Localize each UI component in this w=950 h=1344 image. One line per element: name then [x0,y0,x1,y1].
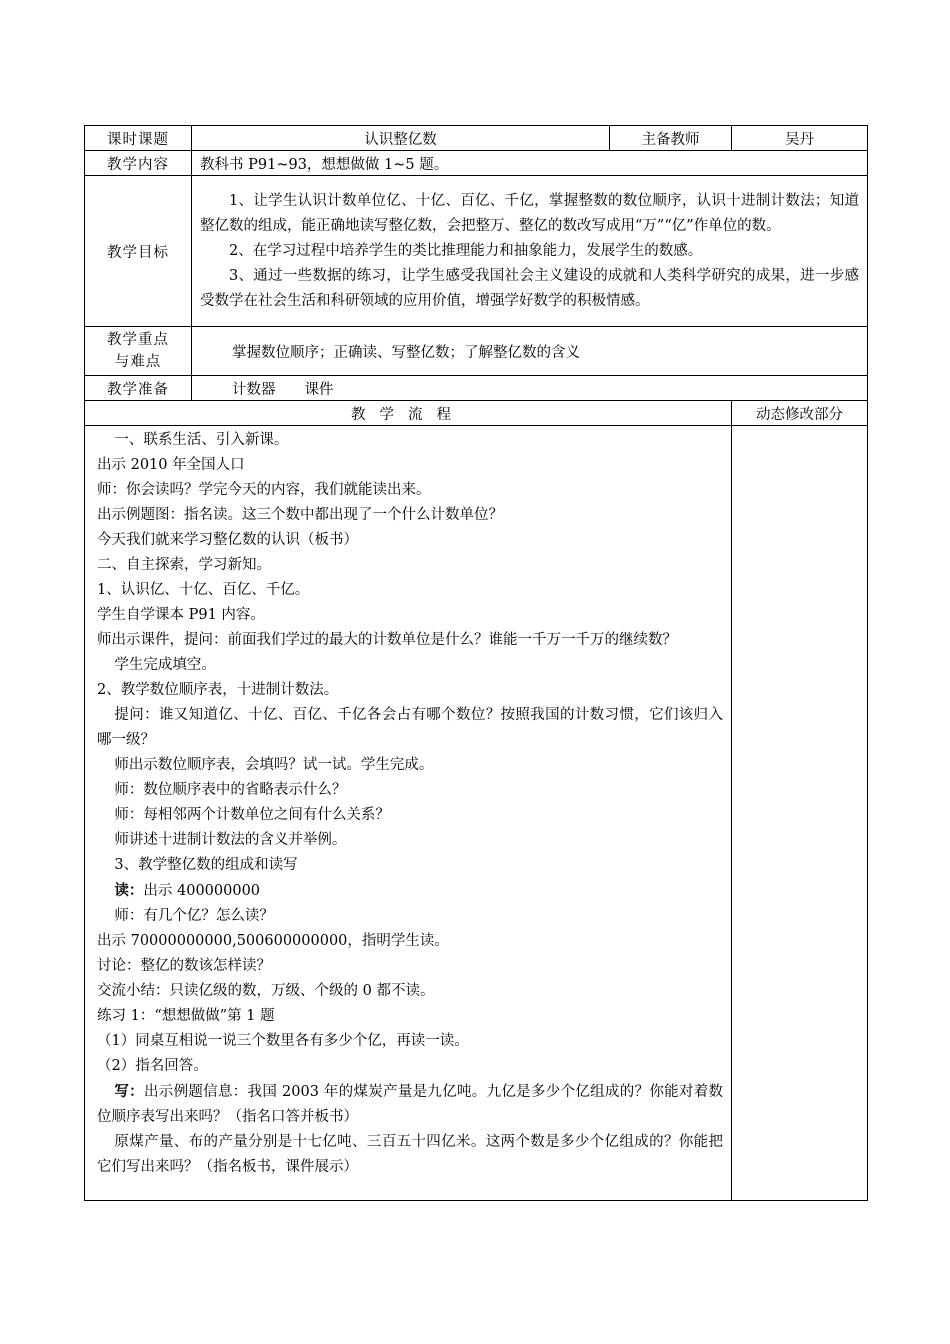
flow-line [97,453,723,478]
flow-line [97,853,723,878]
flow-line [97,503,723,528]
flow-line-text: 二、自主探索，学习新知。 [97,557,271,573]
flow-line-text: 学生自学课本 P91 内容。 [97,607,265,623]
lesson-plan-sheet [84,125,867,1201]
flow-line [97,803,723,828]
flow-side-title: 动态修改部分 [732,401,868,426]
teacher-value: 吴丹 [732,126,868,151]
flow-line [97,653,723,678]
flow-line-text: 一、联系生活、引入新课。 [114,432,289,448]
lesson-value: 认识整亿数 [192,126,610,151]
flow-line [97,578,723,603]
flow-line-text: 师出示课件，提问：前面我们学过的最大的计数单位是什么？谁能一千万一千万的继续数？ [97,632,677,648]
flow-line-text: 师：每相邻两个计数单位之间有什么关系？ [114,807,390,823]
flow-line [97,778,723,803]
flow-line [97,929,723,954]
flow-line [97,478,723,503]
flow-line [97,979,723,1004]
flow-line-text: 师出示数位顺序表，会填吗？试一试。学生完成。 [114,757,434,773]
flow-line-text: 练习 1：“想想做做”第 1 题 [97,1008,275,1024]
content-label: 教学内容 [85,151,192,176]
flow-line [97,1029,723,1054]
flow-line [97,528,723,553]
content-value: 教科书 P91~93，想想做做 1~5 题。 [192,151,868,176]
flow-line [97,954,723,979]
flow-line-text: 出示例题图：指名读。这三个数中都出现了一个什么计数单位？ [97,507,503,523]
teacher-label: 主备教师 [610,126,732,151]
goal-item-3: 3、通过一些数据的练习，让学生感受我国社会主义建设的成就和人类科学研究的成果，进一步感受数学在社会生活和科研领域的应用价值，增强学好数学的积极情感。 [200,267,859,309]
flow-line-text: 师：数位顺序表中的省略表示什么？ [114,782,347,798]
flow-line-text: 1、认识亿、十亿、百亿、千亿。 [97,582,310,598]
row-goals [85,176,868,327]
flow-title: 教学流程 [85,401,732,426]
flow-line-text: 出示 400000000 [143,883,261,899]
row-content [85,151,868,176]
row-focus [85,327,868,376]
lesson-plan-table [84,125,868,1201]
flow-lines [97,428,723,1180]
row-lesson [85,126,868,151]
focus-label-line1: 教学重点 [107,332,169,348]
row-prep [85,376,868,401]
goals-label: 教学目标 [85,176,192,327]
flow-line [97,878,723,904]
flow-line-text: 出示例题信息：我国 2003 年的煤炭产量是九亿吨。九亿是多少个亿组成的？你能对着数位顺序表写出来吗？（指名口答并板书） [97,1084,723,1125]
flow-line-text: 师讲述十进制计数法的含义并举例。 [114,832,347,848]
flow-line [97,628,723,653]
flow-side-notes [732,426,868,1201]
flow-line [97,703,723,753]
flow-line-text: 3、教学整亿数的组成和读写 [114,857,298,873]
flow-line [97,828,723,853]
flow-line-text: （2）指名回答。 [97,1058,208,1074]
flow-line [97,753,723,778]
flow-line-text: 学生完成填空。 [114,657,216,673]
flow-line-text: 原煤产量、布的产量分别是十七亿吨、三百五十四亿米。这两个数是多少个亿组成的？你能把它们写出来吗？（指名板书，课件展示） [97,1134,723,1175]
flow-line [97,1054,723,1079]
flow-line [97,1079,723,1130]
flow-line [97,603,723,628]
flow-content [85,426,732,1201]
flow-line-text: 出示 70000000000,500600000000，指明学生读。 [97,933,449,949]
flow-line-bold-prefix: 读： [114,882,144,899]
flow-line [97,904,723,929]
goal-item-1: 1、让学生认识计数单位亿、十亿、百亿、千亿，掌握整数的数位顺序，认识十进制计数法；知道整亿数的组成，能正确地读写整亿数，会把整万、整亿的数改写成用“万”“亿”作单位的数。 [200,192,859,234]
flow-line-text: 出示 2010 年全国人口 [97,457,245,473]
focus-label-line2: 与难点 [114,354,162,370]
flow-line [97,1004,723,1029]
flow-line [97,553,723,578]
goal-item-2: 2、在学习过程中培养学生的类比推理能力和抽象能力，发展学生的数感。 [229,242,703,259]
focus-label [85,327,192,376]
flow-line-text: 提问：谁又知道亿、十亿、百亿、千亿各会占有哪个数位？按照我国的计数习惯，它们该归入哪一级？ [97,707,723,748]
flow-line [97,678,723,703]
row-flow-header [85,401,868,426]
focus-value: 掌握数位顺序；正确读、写整亿数；了解整亿数的含义 [192,327,868,376]
flow-line [97,1130,723,1180]
prep-label: 教学准备 [85,376,192,401]
row-flow-body [85,426,868,1201]
lesson-label: 课时课题 [85,126,192,151]
flow-line-text: 讨论：整亿的数该怎样读？ [97,958,271,974]
flow-line [97,428,723,453]
flow-line-text: 今天我们就来学习整亿数的认识（板书） [97,532,358,548]
prep-value: 计数器 课件 [192,376,868,401]
flow-line-text: 师：有几个亿？怎么读？ [114,908,274,924]
flow-line-text: （1）同桌互相说一说三个数里各有多少个亿，再读一读。 [97,1033,469,1049]
goals-content [192,176,868,327]
flow-line-bold-prefix: 写： [114,1083,144,1100]
flow-line-text: 师：你会读吗？学完今天的内容，我们就能读出来。 [97,482,431,498]
flow-line-text: 交流小结：只读亿级的数，万级、个级的 0 都不读。 [97,983,435,999]
flow-line-text: 2、教学数位顺序表，十进制计数法。 [97,682,339,698]
